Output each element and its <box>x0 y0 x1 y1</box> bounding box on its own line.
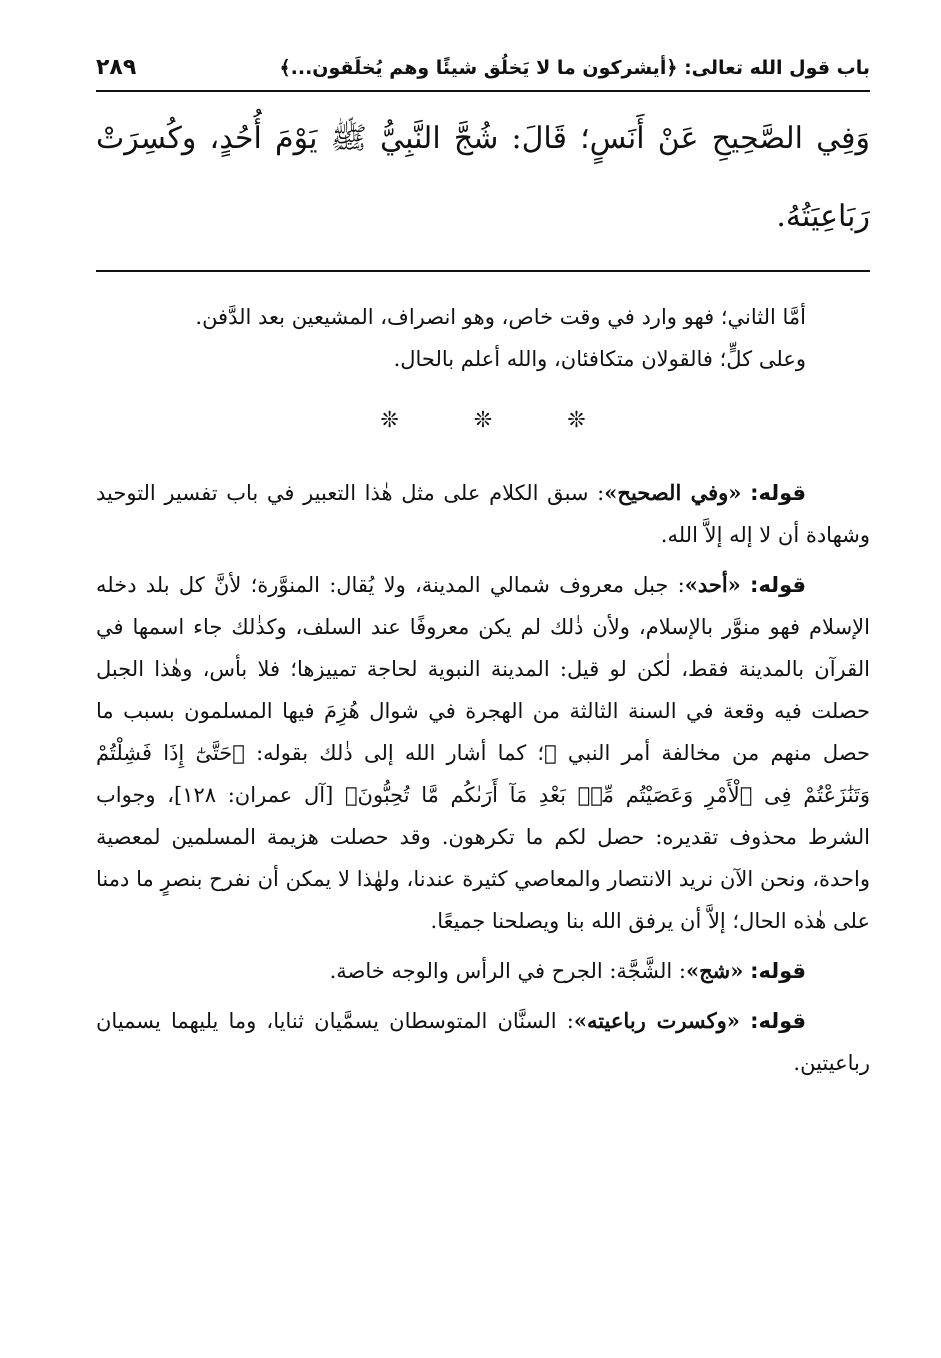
hadith-rule <box>96 270 870 272</box>
commentary-quote: «شج» <box>685 958 744 983</box>
commentary-paragraph <box>96 564 870 942</box>
commentary-quote: «وفي الصحيح» <box>604 480 742 505</box>
hadith-text: وَفِي الصَّحِيحِ عَنْ أَنَسٍ؛ قَالَ: شُجَّ النَّبِيُّ ﷺ يَوْمَ أُحُدٍ، وكُسِرَتْ رَبَاعِيَتُهُ. <box>96 121 870 234</box>
commentary-text: : سبق الكلام على مثل هٰذا التعبير في باب تفسير التوحيد وشهادة أن لا إله إلاَّ الله. <box>96 481 870 547</box>
commentary-label: قوله: <box>750 481 806 505</box>
commentary-label: قوله: <box>750 959 806 983</box>
commentary-text: : جبل معروف شمالي المدينة، ولا يُقال: المنوَّرة؛ لأنَّ كل بلد دخله الإسلام فهو منوَّر بالإسلام، ولأن ذٰلك لم يكن معروفًا عند السلف، وكذٰلك جاء اسمها في القرآن بالمدينة فقط، لٰكن لو قيل: المدينة النبوية لحاجة تمييزها؛ فلا بأس، وهٰذا الجبل حصلت فيه وقعة في السنة الثالثة من الهجرة في شوال هُزِمَ فيها المسلمون بسبب ما حصل منهم من مخالفة أمر النبي ﷺ؛ كما أشار الله إلى ذٰلك بقوله: ﴿حَتَّىٰٓ إِذَا فَشِلْتُمْ وَتَنَٰزَعْتُمْ فِى ٱلْأَمْرِ وَعَصَيْتُم مِّنۢ بَعْدِ مَآ أَرَىٰكُم مَّا تُحِبُّونَ﴾ [آل عمران: ١٢٨]، وجواب الشرط محذوف تقديره: حصل لكم ما تكرهون. وقد حصلت هزيمة المسلمين لمعصية واحدة، ونحن الآن نريد الانتصار والمعاصي كثيرة عندنا، ولهٰذا لا يمكن أن نفرح بنصرٍ ما دمنا على هٰذه الحال؛ إلاَّ أن يرفق الله بنا ويصلحنا جميعًا. <box>96 573 870 933</box>
commentary-paragraph <box>96 950 870 992</box>
paragraph-conclusion: وعلى كلٍّ؛ فالقولان متكافئان، والله أعلم بالحال. <box>393 347 806 371</box>
section-separator: ❊ ❊ ❊ <box>380 408 620 433</box>
page-number: ٢٨٩ <box>96 55 137 80</box>
commentary-text: : السنَّان المتوسطان يسمَّيان ثنايا، وما يليهما يسميان رباعيتين. <box>96 1009 870 1075</box>
commentary-paragraph <box>96 1000 870 1084</box>
commentary-text: : الشَّجَّة: الجرح في الرأس والوجه خاصة. <box>329 959 686 983</box>
body-text <box>96 296 870 1084</box>
commentary-label: قوله: <box>750 573 806 597</box>
book-page <box>96 52 870 1084</box>
running-header <box>96 52 870 90</box>
paragraph-second-opinion: أمَّا الثاني؛ فهو وارد في وقت خاص، وهو انصراف، المشيعين بعد الدَّفن. <box>195 305 806 329</box>
commentary-paragraph <box>96 472 870 556</box>
commentary-label: قوله: <box>750 1009 807 1033</box>
commentary-quote: «وكسرت رباعيته» <box>573 1008 740 1033</box>
commentary-quote: «أحد» <box>684 572 741 597</box>
chapter-title: باب قول الله تعالى: ﴿أيشركون ما لا يَخلُق شيئًا وهم يُخلَقون...﴾ <box>279 57 870 79</box>
